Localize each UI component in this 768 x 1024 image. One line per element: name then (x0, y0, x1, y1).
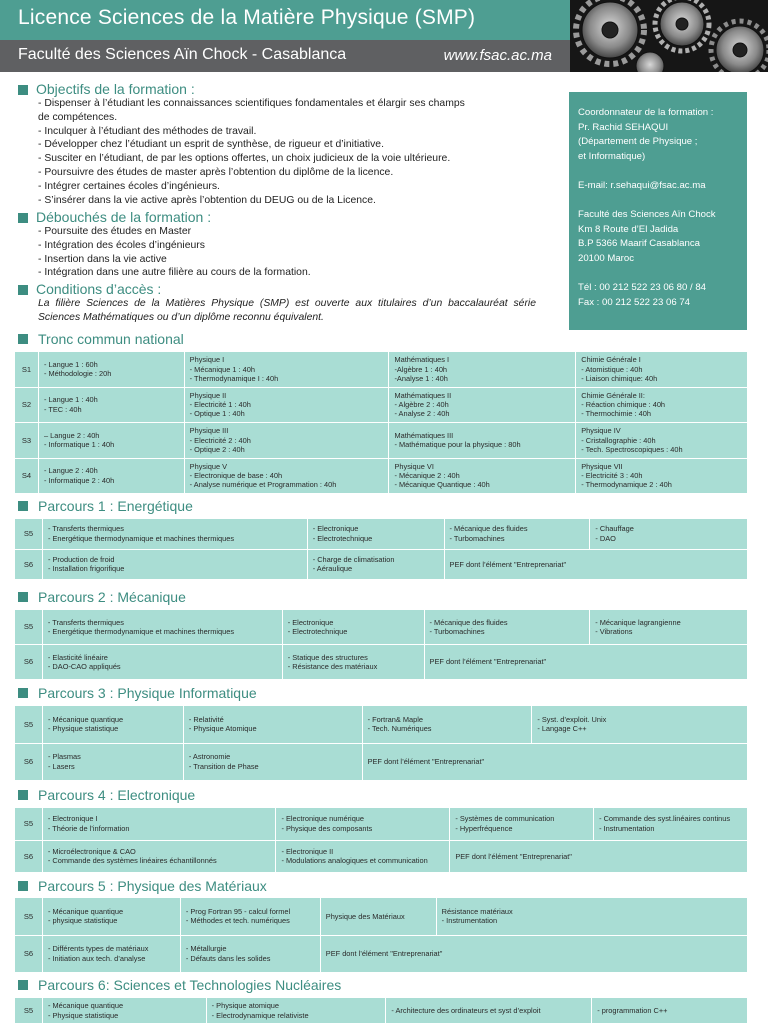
module-cell: - Mécanique quantique - Physique statistique (42, 998, 206, 1024)
module-cell: - Statique des structures - Résistance des matériaux (282, 645, 424, 680)
module-cell: - Physique atomique - Electrodynamique relativiste (206, 998, 386, 1024)
module-cell: Résistance matériaux - Instrumentation (436, 898, 747, 936)
parcours-2-table (14, 609, 748, 680)
objectif-line: - Susciter en l’étudiant, de par les options offertes, un choix judicieux de la voie ultérieure. (38, 153, 451, 165)
module-cell: - Architecture des ordinateurs et syst d’exploit (386, 998, 592, 1024)
objectif-line: - Intégrer certaines écoles d’ingénieurs. (38, 180, 220, 192)
table-row (15, 645, 748, 680)
address-line: B.P 5366 Maarif Casablanca (578, 238, 700, 250)
coordinator-department: et Informatique) (578, 150, 646, 162)
semester-cell: S6 (15, 645, 43, 680)
module-cell: - Mécanique lagrangienne - Vibrations (590, 610, 748, 645)
module-cell: - Electronique I - Théorie de l’information (42, 808, 276, 841)
module-cell: - Electronique numérique - Physique des composants (276, 808, 450, 841)
bullet-square-icon (18, 980, 28, 990)
faculty-bar (0, 40, 570, 72)
semester-cell: S2 (15, 387, 39, 423)
website-link[interactable]: www.fsac.ac.ma (443, 47, 552, 64)
parcours-heading: Parcours 6: Sciences et Technologies Nucléaires (38, 977, 342, 993)
table-row (15, 840, 748, 873)
bullet-square-icon (18, 334, 28, 344)
address-line: Faculté des Sciences Aïn Chock (578, 209, 716, 221)
module-cell: - Chauffage - DAO (590, 519, 748, 550)
module-cell: - Mécanique des fluides - Turbomachines (444, 519, 590, 550)
semester-cell: S5 (15, 519, 43, 550)
module-cell: - Electronique - Electrotechnique (282, 610, 424, 645)
module-cell: - Transferts thermiques - Energétique thermodynamique et machines thermiques (42, 519, 307, 550)
module-cell: - Syst. d’exploit. Unix - Langage C++ (532, 706, 748, 744)
module-cell: - Elasticité linéaire - DAO-CAO appliqués (42, 645, 282, 680)
semester-cell: S6 (15, 549, 43, 580)
module-cell: Mathématiques I -Algèbre 1 : 40h -Analyse 1 : 40h (389, 352, 576, 388)
module-cell: – Langue 2 : 40h - Informatique 1 : 40h (38, 423, 184, 459)
parcours-5-table (14, 897, 748, 973)
coordinator-department: (Département de Physique ; (578, 136, 698, 148)
parcours-2-heading-row (18, 589, 186, 605)
phone-number: Tél : 00 212 522 23 06 80 / 84 (578, 282, 707, 294)
page-title: Licence Sciences de la Matière Physique (SMP) (18, 6, 476, 29)
module-cell: - Systèmes de communication - Hyperfréquence (450, 808, 594, 841)
conditions-text: La filière Sciences de la Matières Physique (SMP) est ouverte aux titulaires d’un baccalauréat série Sciences Mathématiques ou d’un diplôme reconnu équivalent. (38, 298, 536, 323)
module-cell: - Microélectronique & CAO - Commande des systèmes linéaires échantillonnés (42, 840, 276, 873)
coordinator-label: Coordonnateur de la formation : (578, 107, 714, 118)
module-cell: - Prog Fortran 95 - calcul formel - Méthodes et tech. numériques (180, 898, 320, 936)
module-cell: - Métallurgie - Défauts dans les solides (180, 935, 320, 973)
table-row (15, 898, 748, 936)
module-cell: - programmation C++ (592, 998, 748, 1024)
table-row (15, 610, 748, 645)
semester-cell: S5 (15, 808, 43, 841)
module-cell: Physique des Matériaux (320, 898, 436, 936)
module-cell: - Commande des syst.linéaires continus - Instrumentation (594, 808, 748, 841)
parcours-3-heading-row (18, 685, 257, 701)
module-cell: - Relativité - Physique Atomique (183, 706, 362, 744)
module-cell: Physique II - Electricité 1 : 40h - Optique 1 : 40h (184, 387, 389, 423)
parcours-4-heading-row (18, 787, 195, 803)
module-cell: - Electronique - Electrotechnique (307, 519, 444, 550)
module-cell: - Différents types de matériaux - Initiation aux tech. d’analyse (42, 935, 180, 973)
table-row (15, 423, 748, 459)
table-row (15, 998, 748, 1024)
semester-cell: S5 (15, 706, 43, 744)
module-cell: - Langue 1 : 40h - TEC : 40h (38, 387, 184, 423)
fax-number: Fax : 00 212 522 23 06 74 (578, 296, 691, 308)
module-cell: Physique III - Electricité 2 : 40h - Optique 2 : 40h (184, 423, 389, 459)
semester-cell: S6 (15, 743, 43, 781)
parcours-5-heading-row (18, 878, 267, 894)
module-cell: - Langue 1 : 60h - Méthodologie : 20h (38, 352, 184, 388)
module-cell: - Production de froid - Installation frigorifique (42, 549, 307, 580)
module-cell: Mathématiques II - Algèbre 2 : 40h - Analyse 2 : 40h (389, 387, 576, 423)
bullet-square-icon (18, 501, 28, 511)
parcours-1-table (14, 518, 748, 580)
module-cell: - Fortran& Maple - Tech. Numériques (362, 706, 532, 744)
objectifs-section (18, 82, 465, 207)
semester-cell: S5 (15, 610, 43, 645)
bullet-square-icon (18, 213, 28, 223)
objectif-line: - Inculquer à l’étudiant des méthodes de travail. (38, 125, 257, 137)
module-cell: - Transferts thermiques - Energétique thermodynamique et machines thermiques (42, 610, 282, 645)
tronc-table (14, 351, 748, 494)
bullet-square-icon (18, 881, 28, 891)
tronc-heading-row (18, 331, 184, 347)
objectif-line: de compétences. (38, 111, 118, 123)
parcours-1-heading-row (18, 498, 193, 514)
parcours-heading: Parcours 3 : Physique Informatique (38, 685, 257, 701)
objectif-line: - Dispenser à l’étudiant les connaissances scientifiques fondamentales et élargir ses champs (38, 98, 465, 109)
debouches-heading: Débouchés de la formation : (36, 209, 212, 225)
objectif-line: - Développer chez l’étudiant un esprit de synthèse, de rigueur et d’initiative. (38, 139, 384, 151)
pef-cell: PEF dont l’élément "Entreprenariat" (444, 549, 747, 580)
objectif-line: - Poursuivre des études de master après l’obtention du diplôme de la licence. (38, 166, 394, 178)
table-row (15, 808, 748, 841)
module-cell: Physique VI - Mécanique 2 : 40h - Mécanique Quantique : 40h (389, 458, 576, 494)
table-row (15, 352, 748, 388)
module-cell: Chimie Générale I - Atomistique : 40h - Liaison chimique: 40h (576, 352, 748, 388)
module-cell: - Astronomie - Transition de Phase (183, 743, 362, 781)
pef-cell: PEF dont l’élément "Entreprenariat" (362, 743, 747, 781)
module-cell: - Electronique II - Modulations analogiques et communication (276, 840, 450, 873)
bullet-square-icon (18, 85, 28, 95)
semester-cell: S1 (15, 352, 39, 388)
module-cell: - Charge de climatisation - Aéraulique (307, 549, 444, 580)
pef-cell: PEF dont l’élément "Entreprenariat" (424, 645, 747, 680)
address-line: Km 8 Route d’El Jadida (578, 223, 679, 235)
module-cell: - Plasmas - Lasers (42, 743, 183, 781)
module-cell: - Mécanique quantique - physique statistique (42, 898, 180, 936)
module-cell: Physique IV - Cristallographie : 40h - Tech. Spectroscopiques : 40h (576, 423, 748, 459)
semester-cell: S5 (15, 898, 43, 936)
module-cell: - Mécanique quantique - Physique statistique (42, 706, 183, 744)
parcours-6-heading-row (18, 977, 341, 993)
module-cell: Mathématiques III - Mathématique pour la physique : 80h (389, 423, 576, 459)
objectif-line: - S’insérer dans la vie active après l’obtention du DEUG ou de la Licence. (38, 194, 376, 206)
module-cell: Physique V - Electronique de base : 40h - Analyse numérique et Programmation : 40h (184, 458, 389, 494)
parcours-heading: Parcours 5 : Physique des Matériaux (38, 878, 267, 894)
conditions-heading: Conditions d’accès : (36, 281, 162, 297)
module-cell: Physique VII - Electricité 3 : 40h - Thermodynamique 2 : 40h (576, 458, 748, 494)
tronc-heading: Tronc commun national (38, 331, 184, 347)
parcours-6-table (14, 997, 748, 1024)
gears-image (570, 0, 768, 72)
table-row (15, 935, 748, 973)
table-row (15, 706, 748, 744)
module-cell: - Mécanique des fluides - Turbomachines (424, 610, 590, 645)
coordinator-name: Pr. Rachid SEHAQUI (578, 121, 669, 133)
conditions-section (18, 282, 536, 325)
parcours-4-table (14, 807, 748, 873)
faculty-name: Faculté des Sciences Aïn Chock - Casablanca (18, 46, 347, 63)
address-line: 20100 Maroc (578, 252, 634, 264)
module-cell: Physique I - Mécanique 1 : 40h - Thermodynamique I : 40h (184, 352, 389, 388)
pef-cell: PEF dont l’élément "Entreprenariat" (450, 840, 748, 873)
semester-cell: S6 (15, 935, 43, 973)
bullet-square-icon (18, 285, 28, 295)
parcours-heading: Parcours 2 : Mécanique (38, 589, 186, 605)
parcours-3-table (14, 705, 748, 781)
debouche-line: - Poursuite des études en Master (38, 226, 192, 237)
parcours-heading: Parcours 1 : Energétique (38, 498, 193, 514)
semester-cell: S6 (15, 840, 43, 873)
header (0, 0, 768, 72)
table-row (15, 387, 748, 423)
pef-cell: PEF dont l’élément "Entreprenariat" (320, 935, 747, 973)
semester-cell: S5 (15, 998, 43, 1024)
semester-cell: S4 (15, 458, 39, 494)
module-cell: Chimie Générale II: - Réaction chimique : 40h - Thermochimie : 40h (576, 387, 748, 423)
table-row (15, 743, 748, 781)
table-row (15, 458, 748, 494)
bullet-square-icon (18, 688, 28, 698)
debouches-section (18, 210, 311, 280)
bullet-square-icon (18, 592, 28, 602)
bullet-square-icon (18, 790, 28, 800)
table-row (15, 519, 748, 550)
debouche-line: - Intégration dans une autre filière au cours de la formation. (38, 267, 311, 279)
objectifs-heading: Objectifs de la formation : (36, 81, 195, 97)
coordinator-box (569, 92, 747, 330)
table-row (15, 549, 748, 580)
debouche-line: - Insertion dans la vie active (38, 253, 167, 265)
title-bar (0, 0, 570, 40)
semester-cell: S3 (15, 423, 39, 459)
debouche-line: - Intégration des écoles d’ingénieurs (38, 239, 205, 251)
coordinator-email[interactable]: E-mail: r.sehaqui@fsac.ac.ma (578, 179, 706, 191)
module-cell: - Langue 2 : 40h - Informatique 2 : 40h (38, 458, 184, 494)
parcours-heading: Parcours 4 : Electronique (38, 787, 196, 803)
